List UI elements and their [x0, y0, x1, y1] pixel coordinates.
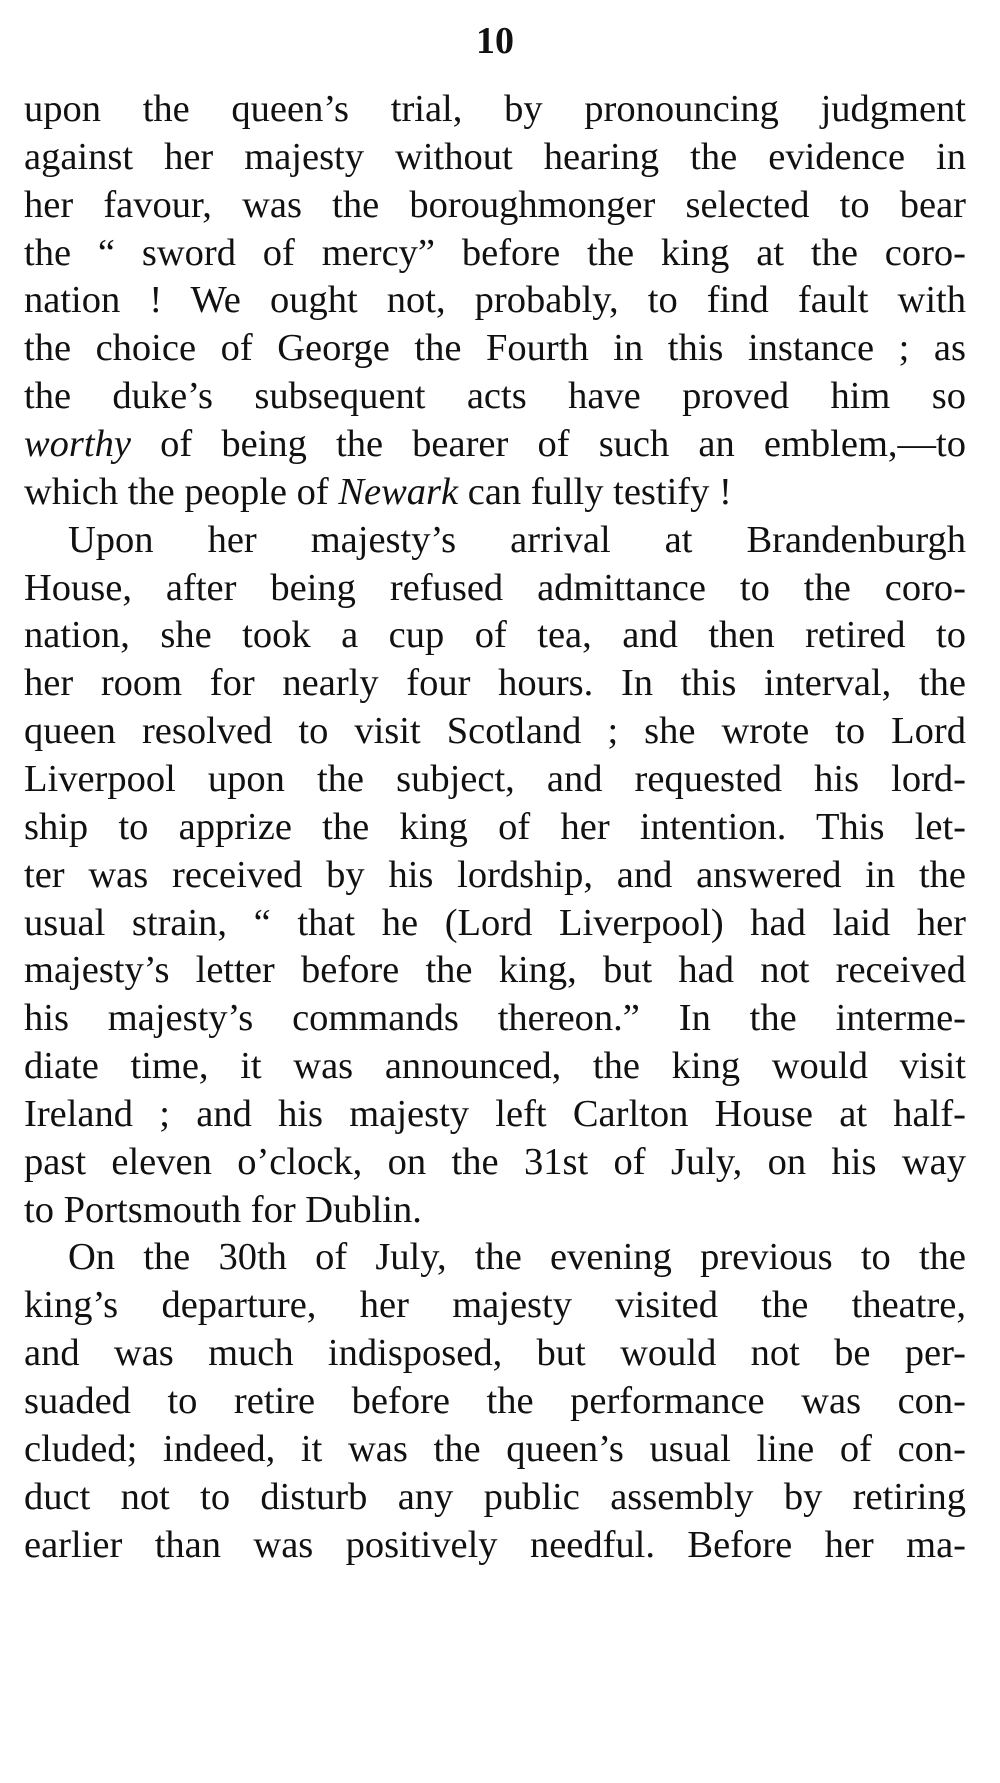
line-text: cluded; indeed, it was the queen’s usual line of con-: [24, 1427, 966, 1470]
text-line: [24, 130, 966, 184]
text-line: [68, 513, 966, 567]
text-line: [24, 656, 966, 710]
line-text: ter was received by his lordship, and answered in the: [24, 853, 966, 896]
line-text: against her majesty without hearing the evidence in: [24, 135, 966, 178]
line-text: which the people of: [24, 470, 339, 513]
page-number: 10: [476, 20, 514, 62]
italic-text: worthy: [24, 422, 131, 465]
line-text: ship to apprize the king of her intention. This let-: [24, 805, 966, 848]
text-line: [24, 896, 966, 950]
line-text: to Portsmouth for Dublin.: [24, 1188, 422, 1231]
text-line: [24, 1039, 966, 1093]
text-line: [24, 1422, 966, 1476]
line-text: House, after being refused admittance to the coro-: [24, 566, 966, 609]
text-line: [24, 1326, 966, 1380]
text-line: [68, 1230, 966, 1284]
text-line: [24, 1374, 966, 1428]
text-line: [24, 465, 966, 519]
text-line: [24, 1518, 966, 1572]
line-text: nation ! We ought not, probably, to find fault with: [24, 279, 966, 322]
line-text: the choice of George the Fourth in this instance ; as: [24, 327, 966, 370]
text-line: [24, 1135, 966, 1189]
line-text: king’s departure, her majesty visited the theatre,: [24, 1284, 966, 1327]
text-line: [24, 991, 966, 1045]
text-line: [24, 1278, 966, 1332]
text-line: [24, 561, 966, 615]
italic-text: Newark: [338, 470, 459, 513]
line-text: queen resolved to visit Scotland ; she wrote to Lord: [24, 710, 966, 753]
line-text: the “ sword of mercy” before the king at the coro-: [24, 231, 966, 274]
line-text: upon the queen’s trial, by pronouncing judgment: [24, 88, 966, 130]
line-text: and was much indisposed, but would not be per-: [24, 1332, 966, 1375]
text-line: [24, 800, 966, 854]
text-line: [24, 226, 966, 280]
line-text: On the 30th of July, the evening previous to the: [68, 1236, 966, 1279]
text-line: [24, 369, 966, 423]
line-text: Upon her majesty’s arrival at Brandenburgh: [68, 518, 966, 561]
line-text: past eleven o’clock, on the 31st of July, on his way: [24, 1140, 966, 1183]
text-line: [24, 273, 966, 327]
line-text: of being the bearer of such an emblem,—to: [130, 422, 966, 465]
text-line: [24, 848, 966, 902]
text-line: [24, 608, 966, 662]
line-text: her favour, was the boroughmonger selected to bear: [24, 183, 966, 226]
line-text: the duke’s subsequent acts have proved him so: [24, 375, 966, 418]
line-text: his majesty’s commands thereon.” In the interme-: [24, 997, 966, 1040]
line-text: duct not to disturb any public assembly by retiring: [24, 1475, 966, 1518]
line-text: Liverpool upon the subject, and requested his lord-: [24, 757, 966, 800]
line-text: nation, she took a cup of tea, and then retired to: [24, 614, 966, 657]
text-line: [24, 752, 966, 806]
text-line: [24, 321, 966, 375]
text-line: [24, 704, 966, 758]
text-line: [24, 1470, 966, 1524]
line-text: Ireland ; and his majesty left Carlton House at half-: [24, 1092, 966, 1135]
text-line: [24, 178, 966, 232]
line-text: usual strain, “ that he (Lord Liverpool) had laid her: [24, 901, 966, 944]
line-text: earlier than was positively needful. Before her ma-: [24, 1523, 966, 1566]
line-text: majesty’s letter before the king, but had not received: [24, 949, 966, 992]
text-line: [24, 82, 966, 136]
line-text: her room for nearly four hours. In this interval, the: [24, 662, 966, 705]
text-line: [24, 417, 966, 471]
line-text: diate time, it was announced, the king would visit: [24, 1045, 966, 1087]
text-line: [24, 943, 966, 997]
line-text: can fully testify !: [458, 470, 732, 513]
text-line: [24, 1087, 966, 1141]
line-text: suaded to retire before the performance was con-: [24, 1380, 966, 1422]
text-line: [24, 1183, 966, 1237]
